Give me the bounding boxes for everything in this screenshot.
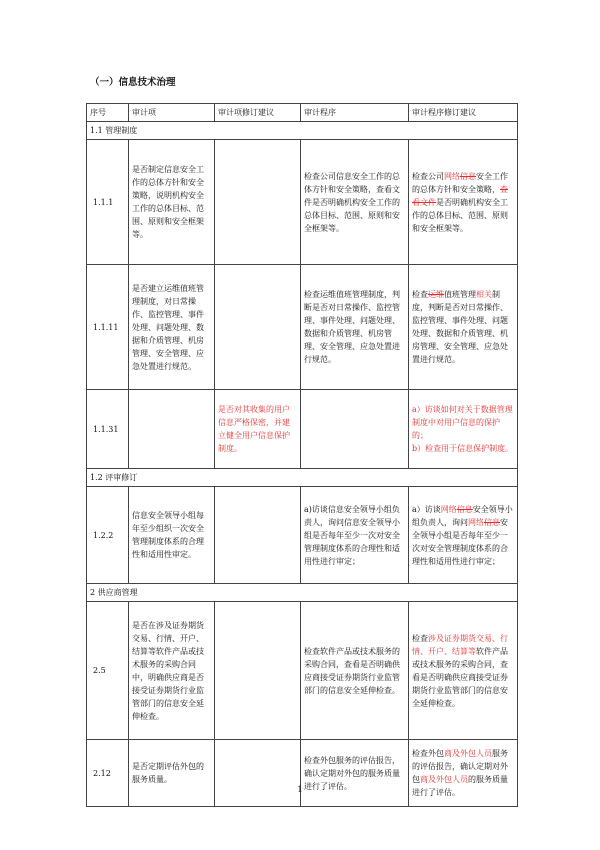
row-procedure-revision [409, 487, 518, 584]
col-header-seq: 序号 [87, 104, 129, 122]
audit-table [86, 103, 518, 807]
section-title: 1.2 评审修订 [87, 469, 518, 487]
table-header-row [87, 104, 518, 122]
row-seq: 1.2.2 [87, 487, 129, 584]
col-header-item-revision: 审计项修订建议 [215, 104, 301, 122]
table-row [87, 487, 518, 584]
col-header-item: 审计项 [129, 104, 215, 122]
row-seq: 2.5 [87, 602, 129, 740]
inserted-text: 商及外包人员 [444, 749, 492, 758]
col-header-procedure-revision: 审计程序修订建议 [409, 104, 518, 122]
inserted-text: 网络 [444, 171, 460, 181]
deleted-text: 信息 [456, 504, 473, 514]
row-procedure: 检查公司信息安全工作的总体方针和安全策略，查看文件是否明确机构安全工作的总体目标、范围、原则和安全框架等。 [301, 140, 409, 265]
section-title: 1.1 管理制度 [87, 122, 518, 140]
row-procedure [301, 390, 409, 469]
inserted-text: 商及外包人员 [420, 775, 468, 784]
row-seq: 1.1.31 [87, 390, 129, 469]
section-row [87, 469, 518, 487]
row-item-revision [215, 602, 301, 740]
deleted-text: 运维 [428, 290, 444, 299]
row-procedure: 检查运维值班管理制度，判断是否对日常操作、监控管理、事件处理、问题处理、数据和介质管理、机房管理、安全管理、应急处置进行规范。 [301, 265, 409, 390]
section-row [87, 122, 518, 140]
row-item: 是否制定信息安全工作的总体方针和安全策略，说明机构安全工作的总体目标、范围、原则和安全框架等。 [129, 140, 215, 265]
row-seq: 1.1.11 [87, 265, 129, 390]
text-segment: 的服务质量进行了评估。 [412, 775, 508, 797]
row-procedure: a)访谈信息安全领导小组负责人，询问信息安全领导小组是否每年至少一次对安全管理制度体系的合理性和适用性进行审定； [301, 487, 409, 584]
table-row [87, 265, 518, 390]
row-item-revision [215, 140, 301, 265]
text-segment: 检查外包 [412, 749, 444, 758]
text-segment: 检查 [412, 290, 428, 299]
inserted-text: 涉及证券期货交易、行情、开户、结算等 [412, 633, 508, 656]
row-item: 是否在涉及证券期货交易、行情、开户、结算等软件产品或技术服务的采购合同中，明确供应商是否接受证券期货行业监管部门的信息安全延伸检查。 [129, 602, 215, 740]
table-row [87, 390, 518, 469]
text-segment: 软件产品或技术服务的采购合同，查看是否明确供应商接受证券期货行业监管部门的信息安全延伸检查。 [412, 646, 508, 708]
row-procedure-revision [409, 390, 518, 469]
row-item [129, 390, 215, 469]
section-row [87, 584, 518, 602]
text-segment: 制度，判断是否对日常操作、监控管理、事件处理、问题处理、数据和介质管理、机房管理、安全管理、应急处置进行规范。 [412, 290, 508, 364]
table-row [87, 140, 518, 265]
row-item-revision [215, 487, 301, 584]
deleted-text: 查看文件 [412, 184, 508, 207]
row-procedure: 检查外包服务的评估报告，确认定期对外包的服务质量进行了评估。 [301, 740, 409, 807]
inserted-text: 网络 [440, 504, 457, 514]
text-segment: 服务的评估报告，确认定期对外包 [412, 749, 508, 784]
inserted-text: 相关 [476, 290, 492, 299]
revision-line-b: b）检查用于信息保护制度。 [412, 444, 514, 453]
page-number: 1 [297, 785, 303, 795]
col-header-procedure: 审计程序 [301, 104, 409, 122]
row-seq: 1.1.1 [87, 140, 129, 265]
row-item-revision [215, 740, 301, 807]
revision-line-a: a）访谈如何对关于数据管理制度中对用户信息的保护的； [412, 405, 513, 440]
row-item: 是否建立运维值班管理制度，对日常操作、监控管理、事件处理、问题处理、数据和介质管理、机房管理、安全管理、应急处置进行规范。 [129, 265, 215, 390]
text-segment: 是否明确机构安全工作的总体目标、范围、原则和安全框架等。 [412, 197, 508, 233]
row-item-revision [215, 265, 301, 390]
table-row [87, 740, 518, 807]
text-segment: 检查公司 [412, 171, 444, 181]
row-procedure-revision [409, 740, 518, 807]
row-procedure: 检查软件产品或技术服务的采购合同，查看是否明确供应商接受证券期货行业监管部门的信息安全延伸检查。 [301, 602, 409, 740]
section-title: 2 供应商管理 [87, 584, 518, 602]
inserted-text: 网络 [468, 517, 484, 527]
text-segment: 值班管理 [444, 290, 476, 299]
row-procedure-revision [409, 140, 518, 265]
text-segment: a）访谈 [412, 504, 441, 514]
section-heading: （一）信息技术治理 [90, 77, 176, 88]
text-segment: 检查 [412, 633, 428, 643]
row-item: 信息安全领导小组每年至少组织一次安全管理制度体系的合理性和适用性审定。 [129, 487, 215, 584]
deleted-text: 信息 [460, 171, 476, 181]
row-procedure-revision [409, 265, 518, 390]
row-item: 是否定期评估外包的服务质量。 [129, 740, 215, 807]
text-segment: 安全工作的总体方针和安全策略， [412, 171, 508, 194]
text-segment: 安全领导小组是否每年至少一次对安全管理制度体系的合理性和适用性进行审定； [412, 517, 508, 566]
row-seq: 2.12 [87, 740, 129, 807]
text-segment: 安全领导小组负责人，询问 [412, 504, 513, 527]
row-procedure-revision [409, 602, 518, 740]
table-row [87, 602, 518, 740]
deleted-text: 信息 [484, 517, 500, 527]
row-item-revision: 是否对其收集的用户信息严格保密，并建立健全用户信息保护制度。 [215, 390, 301, 469]
